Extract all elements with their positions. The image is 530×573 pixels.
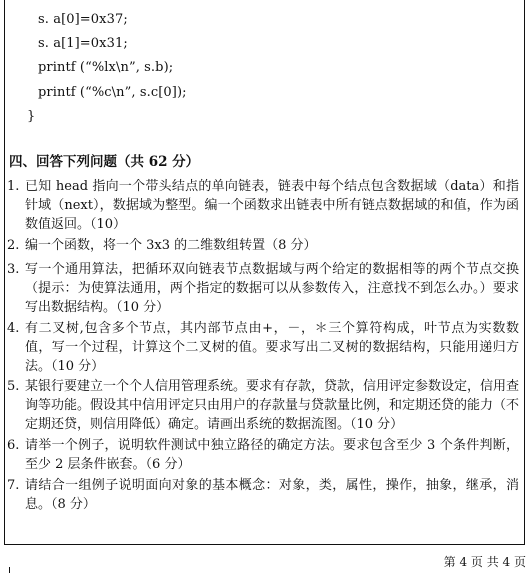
question-1: [7, 177, 519, 234]
question-5: [7, 377, 519, 434]
question-number: 4.: [7, 321, 20, 336]
question-7: [7, 476, 519, 514]
question-number: 7.: [7, 478, 20, 493]
question-text: 请举一个例子，说明软件测试中独立路径的确定方法。要求包含至少 3 个条件判断，至少 2 层条件嵌套。（6 分）: [25, 438, 519, 472]
question-number: 5.: [7, 379, 20, 394]
page-footer: 第 4 页 共 4 页: [443, 555, 526, 569]
code-line: printf (“%c\n”, s.c[0]);: [38, 85, 187, 100]
code-line: printf (“%lx\n”, s.b);: [38, 60, 174, 75]
question-3: [7, 260, 519, 317]
question-2: [7, 236, 519, 255]
code-line: s. a[0]=0x37;: [38, 12, 128, 27]
question-6: [7, 436, 519, 474]
margin-mark: [9, 567, 10, 573]
question-text: 写一个通用算法，把循环双向链表节点数据域与两个给定的数据相等的两个节点交换（提示：为使算法通用，两个指定的数据可以从参数传入，注意找不到怎么办。）要求写出数据结构。（10 分）: [25, 262, 519, 315]
code-line: }: [27, 109, 36, 124]
question-text: 已知 head 指向一个带头结点的单向链表，链表中每个结点包含数据域（data）和指针域（next），数据域为整型。编一个函数求出链表中所有链点数据域的和值，作为函数值返回。（10）: [25, 179, 519, 232]
question-number: 6.: [7, 438, 20, 453]
question-number: 2.: [7, 238, 20, 253]
question-4: [7, 319, 519, 376]
code-line: s. a[1]=0x31;: [38, 36, 128, 51]
question-number: 1.: [7, 179, 20, 194]
section-title: 四、回答下列问题（共 62 分）: [9, 154, 200, 170]
question-text: 有二叉树,包含多个节点，其内部节点由+，－，＊三个算符构成，叶节点为实数数值，写一个过程，计算这个二叉树的值。要求写出二叉树的数据结构，只能用递归方法。（10 分）: [25, 321, 519, 374]
question-text: 编一个函数，将一个 3x3 的二维数组转置（8 分）: [25, 238, 317, 253]
question-number: 3.: [7, 262, 20, 277]
question-text: 请结合一组例子说明面向对象的基本概念：对象，类，属性，操作，抽象，继承，消息。（8 分）: [25, 478, 519, 512]
question-text: 某银行要建立一个个人信用管理系统。要求有存款，贷款，信用评定参数设定，信用查询等功能。假设其中信用评定只由用户的存款量与贷款量比例，和定期还贷的能力（不定期还贷，则信用降低）确定。请画出系统的数据流图。（10 分）: [25, 379, 520, 432]
